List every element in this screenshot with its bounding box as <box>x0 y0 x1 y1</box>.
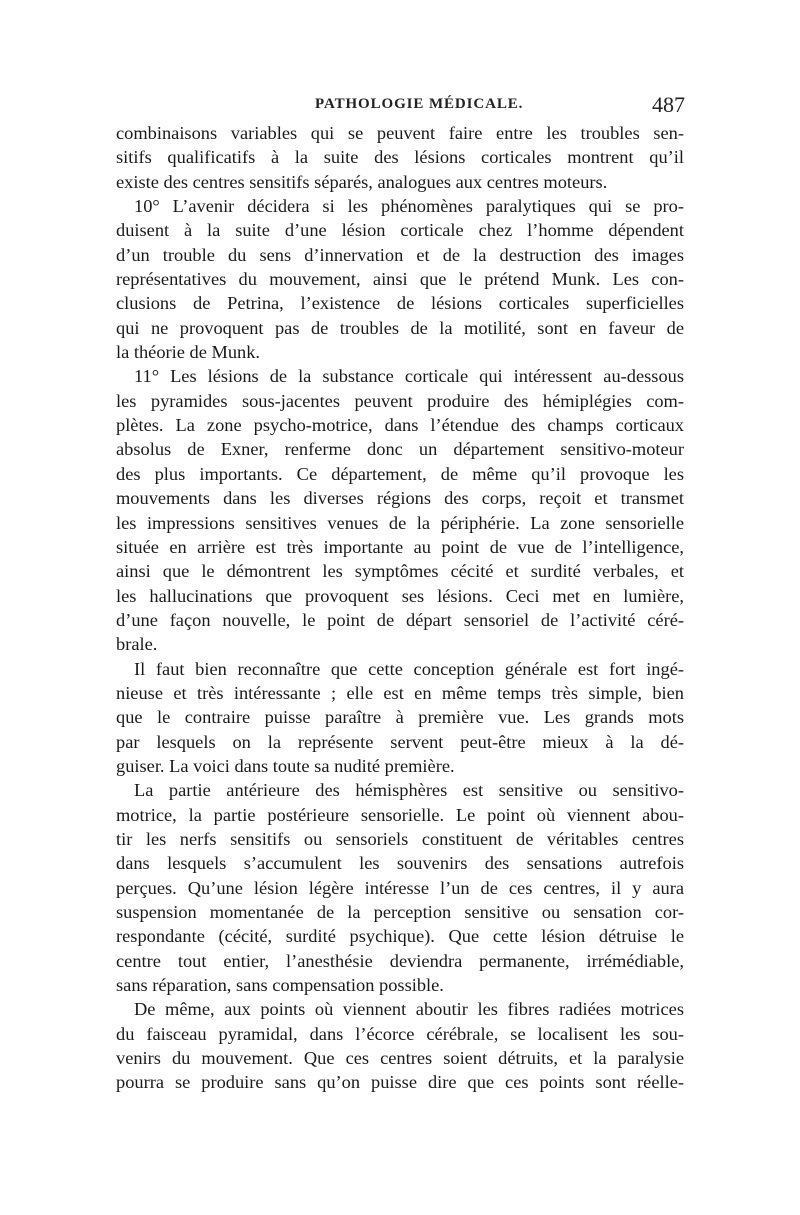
text-line: existe des centres sensitifs séparés, analogues aux centres moteurs. <box>116 171 608 192</box>
text-line: sitifs qualificatifs à la suite des lésions corticales montrent qu’il <box>116 147 684 168</box>
text-line: 10° L’avenir décidera si les phénomènes paralytiques qui se pro- <box>134 196 684 217</box>
text-line: centre tout entier, l’anesthésie deviendra permanente, irrémédiable, <box>116 950 684 971</box>
running-title: PATHOLOGIE MÉDICALE. <box>315 96 524 112</box>
text-line: les impressions sensitives venues de la périphérie. La zone sensorielle <box>116 512 684 533</box>
text-line: venirs du mouvement. Que ces centres soient détruits, et la paralysie <box>116 1048 684 1069</box>
page-number: 487 <box>652 92 685 117</box>
text-line: du faisceau pyramidal, dans l’écorce cérébrale, se localisent les sou- <box>116 1023 684 1044</box>
text-line: perçues. Qu’une lésion légère intéresse l’un de ces centres, il y aura <box>116 877 684 898</box>
text-line: d’une façon nouvelle, le point de départ sensoriel de l’activité céré- <box>116 609 684 630</box>
text-line: que le contraire puisse paraître à première vue. Les grands mots <box>116 707 684 728</box>
text-line: dans lesquels s’accumulent les souvenirs des sensations autrefois <box>116 853 684 874</box>
text-line: qui ne provoquent pas de troubles de la motilité, sont en faveur de <box>116 317 684 338</box>
text-line: la théorie de Munk. <box>116 342 261 363</box>
text-line: située en arrière est très importante au point de vue de l’intelligence, <box>116 536 684 557</box>
text-line: Il faut bien reconnaître que cette conception générale est fort ingé- <box>134 658 684 679</box>
text-line: les hallucinations que provoquent ses lésions. Ceci met en lumière, <box>116 585 684 606</box>
text-line: suspension momentanée de la perception sensitive ou sensation cor- <box>116 902 684 922</box>
text-line: motrice, la partie postérieure sensorielle. Le point où viennent abou- <box>116 804 684 825</box>
text-line: clusions de Petrina, l’existence de lésions corticales superficielles <box>116 293 684 314</box>
text-line: combinaisons variables qui se peuvent faire entre les troubles sen- <box>116 123 684 143</box>
body-text <box>116 121 684 1095</box>
text-line: respondante (cécité, surdité psychique). Que cette lésion détruise le <box>116 926 684 947</box>
text-line: plètes. La zone psycho-motrice, dans l’étendue des champs corticaux <box>116 415 684 436</box>
text-line: De même, aux points où viennent aboutir les fibres radiées motrices <box>134 999 684 1020</box>
text-line: sans réparation, sans compensation possible. <box>116 975 444 996</box>
text-line: des plus importants. Ce département, de même qu’il provoque les <box>116 463 684 484</box>
text-line: absolus de Exner, renferme donc un département sensitivo-moteur <box>116 439 684 460</box>
text-line: La partie antérieure des hémisphères est sensitive ou sensitivo- <box>134 780 684 801</box>
text-line: par lesquels on la représente servent peut-être mieux à la dé- <box>116 731 684 752</box>
text-line: les pyramides sous-jacentes peuvent produire des hémiplégies com- <box>116 390 684 411</box>
text-line: guiser. La voici dans toute sa nudité première. <box>116 755 455 776</box>
text-line: d’un trouble du sens d’innervation et de la destruction des images <box>116 244 684 265</box>
text-line: brale. <box>116 634 158 655</box>
text-line: tir les nerfs sensitifs ou sensoriels constituent de véritables centres <box>116 828 684 849</box>
text-line: représentatives du mouvement, ainsi que le prétend Munk. Les con- <box>116 269 684 290</box>
text-line: pourra se produire sans qu’on puisse dire que ces points sont réelle- <box>116 1072 684 1093</box>
running-head <box>115 92 685 120</box>
text-line: duisent à la suite d’une lésion corticale chez l’homme dépendent <box>116 220 684 241</box>
text-line: nieuse et très intéressante ; elle est en même temps très simple, bien <box>116 682 684 703</box>
text-line: mouvements dans les diverses régions des corps, reçoit et transmet <box>116 488 684 509</box>
text-line: 11° Les lésions de la substance corticale qui intéressent au-dessous <box>134 366 684 387</box>
text-line: ainsi que le démontrent les symptômes cécité et surdité verbales, et <box>116 561 684 582</box>
